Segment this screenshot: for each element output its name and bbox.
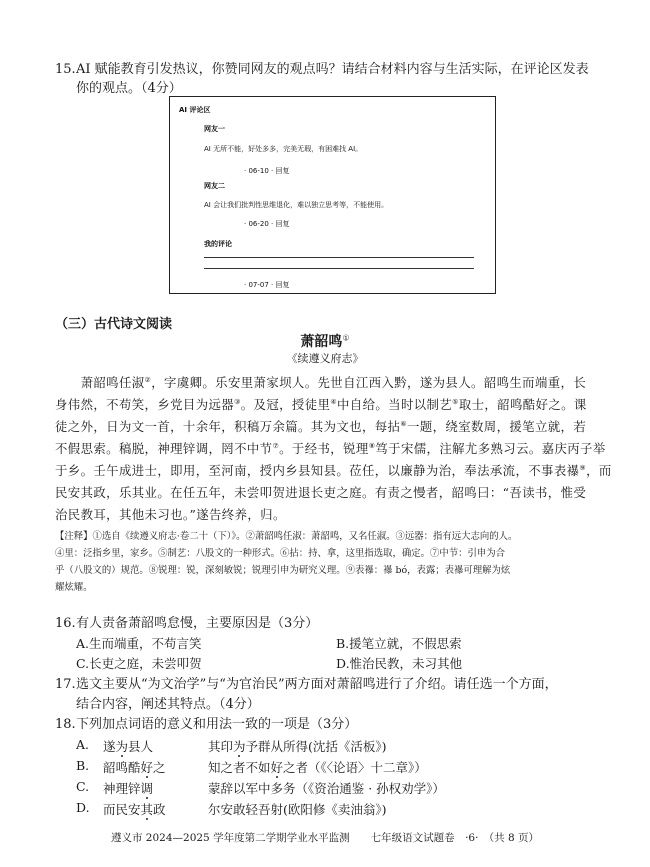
answer-line [204, 268, 474, 269]
footnote-marker: ⑥ [400, 419, 408, 428]
annotation-line: 耀炫耀。 [55, 582, 93, 593]
q18-option-right: 尔安敢轻吾射(欧阳修《卖油翁》) [208, 802, 387, 817]
comment-user: 网友一 [204, 125, 225, 133]
question-17 [55, 674, 558, 695]
comment-section-figure [169, 96, 496, 294]
passage-line [55, 417, 586, 435]
question-number: 15. [55, 62, 76, 77]
passage-text: 笃于宋儒，注解尤多熟习云。嘉庆丙子举 [375, 441, 606, 456]
question-number: 17. [55, 677, 76, 692]
passage-text: 。及冠，授徒里 [240, 397, 331, 412]
question-number: 16. [55, 616, 76, 631]
passage-text: 治民教耳，其他未习也。”遂告终养，归。 [55, 507, 286, 522]
comment-text: AI 会让我们批判性思维退化，难以独立思考等，不能使用。 [204, 201, 389, 209]
comment-meta: · 07-07 · 回复 [244, 281, 290, 289]
passage-text: ，而 [586, 463, 612, 478]
passage-title [0, 331, 650, 351]
question-stem: 有人责备萧韶鸣怠慢，主要原因是（3分） [76, 616, 319, 631]
option-b: B.援笔立就，不假思索 [336, 636, 462, 651]
q18-option-label: C. [76, 779, 90, 794]
passage-text: 于乡。壬午成进士，即用，至河南，授内乡县知县。莅任，以廉静为治，奉法承流，不事表襮 [55, 463, 580, 478]
annotation-line: 乎（八股文的）规范。⑧锐理：锐，深刻敏锐；锐理引申为研究义理。⑨表襮：襮 bó，表露；表襮可理解为炫 [55, 565, 511, 576]
footnote-marker: ⑧ [368, 441, 376, 450]
footnote-marker: ④ [330, 397, 337, 406]
passage-text: 萧韶鸣任淑 [55, 375, 145, 390]
q18-option-right: 其印为予群从所得(沈括《活板》) [208, 739, 387, 754]
annotation-line: ④里：泛指乡里，家乡。⑤制艺：八股文的一种形式。⑥拈：持、拿，这里指选取，确定。⑦中节：引申为合 [55, 548, 506, 559]
question-stem-line: AI 赋能教育引发热议，你赞同网友的观点吗？请结合材料内容与生活实际，在评论区发表 [76, 62, 589, 77]
comment-section-header: AI 评论区 [179, 106, 211, 114]
passage-text: 徒之外，日为文一首，十余年，积稿万余篇。其为文也，每拈 [55, 419, 401, 434]
passage-source: 《续遵义府志》 [286, 352, 364, 365]
q18-option-left: 而民安其政 [103, 802, 166, 817]
passage-text: 身伟然，不苟笑，乡党目为远器 [55, 397, 235, 412]
q18-option-left: 韶鸣酷好之 [103, 760, 166, 775]
answer-line [204, 257, 474, 258]
footnote-marker: ⑤ [452, 397, 459, 406]
question-stem: 下列加点词语的意义和用法一致的一项是（3分） [76, 717, 358, 732]
q18-option-right: 知之者不如好之者（《〈论语〉十二章》） [208, 760, 427, 775]
question-stem-line: 你的观点。（4分） [76, 81, 182, 96]
question-16 [55, 613, 319, 634]
question-18 [55, 714, 358, 735]
q18-option-right: 蒙辞以军中多务（《资治通鉴 · 孙权劝学》） [208, 781, 445, 796]
q18-option-label: A. [76, 737, 90, 752]
comment-user: 网友二 [204, 182, 225, 190]
page-footer: 遵义市 2024—2025 学年度第二学期学业水平监测 七年级语文试题卷 ·6· （共 8 页） [110, 832, 540, 844]
passage-text: 一题，绕室数周，援笔立就，若 [407, 419, 587, 434]
option-d: D.惟治民教，未习其他 [336, 656, 463, 671]
passage-title-text: 萧韶鸣 [300, 334, 343, 350]
passage-line [55, 373, 586, 391]
q18-option-left: 遂为县人 [103, 739, 154, 754]
passage-line [55, 395, 587, 413]
q18-option-left: 神理锌调 [103, 781, 154, 796]
footnote-marker: ③ [234, 397, 241, 406]
passage-line [55, 483, 586, 501]
question-stem-line: 选文主要从“为文治学”与“为官治民”两方面对萧韶鸣进行了介绍。请任选一个方面， [76, 677, 558, 692]
option-c: C.长吏之庭，未尝叩贺 [76, 656, 202, 671]
comment-text: AI 无所不能，好处多多，完美无瑕，有困难找 AI。 [204, 145, 363, 153]
question-stem-line: 结合内容，阐述其特点。（4分） [76, 697, 260, 712]
option-a: A.生而端重，不苟言笑 [76, 636, 202, 651]
passage-text: 取士，韶鸣酷好之。课 [458, 397, 587, 412]
passage-text: ，字虞卿。乐安里萧家坝人。先世自江西入黔，遂为县人。韶鸣生而端重，长 [151, 375, 587, 390]
passage-text: 不假思索。稿脱，神理锌调，罔不中节 [55, 441, 273, 456]
footnote-marker: ⑨ [579, 463, 587, 472]
q18-option-label: D. [76, 800, 90, 815]
footnote-marker: ① [342, 333, 350, 343]
comment-meta: · 06-10 · 回复 [244, 167, 290, 175]
section-heading: （三）古代诗文阅读 [55, 317, 173, 332]
question-number: 18. [55, 717, 76, 732]
comment-meta: · 06-20 · 回复 [244, 220, 290, 228]
question-15 [55, 59, 589, 80]
passage-line [55, 461, 612, 479]
my-comment-label: 我的评论 [204, 240, 232, 248]
passage-line [55, 505, 286, 523]
passage-text: 中自给。当时以制艺 [337, 397, 453, 412]
passage-text: 民安其政，乐其业。在任五年，未尝叩贺进退长吏之庭。有责之慢者，韶鸣曰：“吾读书，惟受 [55, 485, 587, 500]
footnote-marker: ② [144, 375, 152, 384]
q18-option-label: B. [76, 758, 90, 773]
annotation-line: 【注释】①选自《续遵义府志·卷二十（下）》。②萧韶鸣任淑：萧韶鸣，又名任淑。③远器：指有远大志向的人。 [55, 531, 518, 542]
footnote-marker: ⑦ [272, 441, 280, 450]
passage-line [55, 439, 606, 457]
passage-text: 。于经书，锐理 [279, 441, 369, 456]
